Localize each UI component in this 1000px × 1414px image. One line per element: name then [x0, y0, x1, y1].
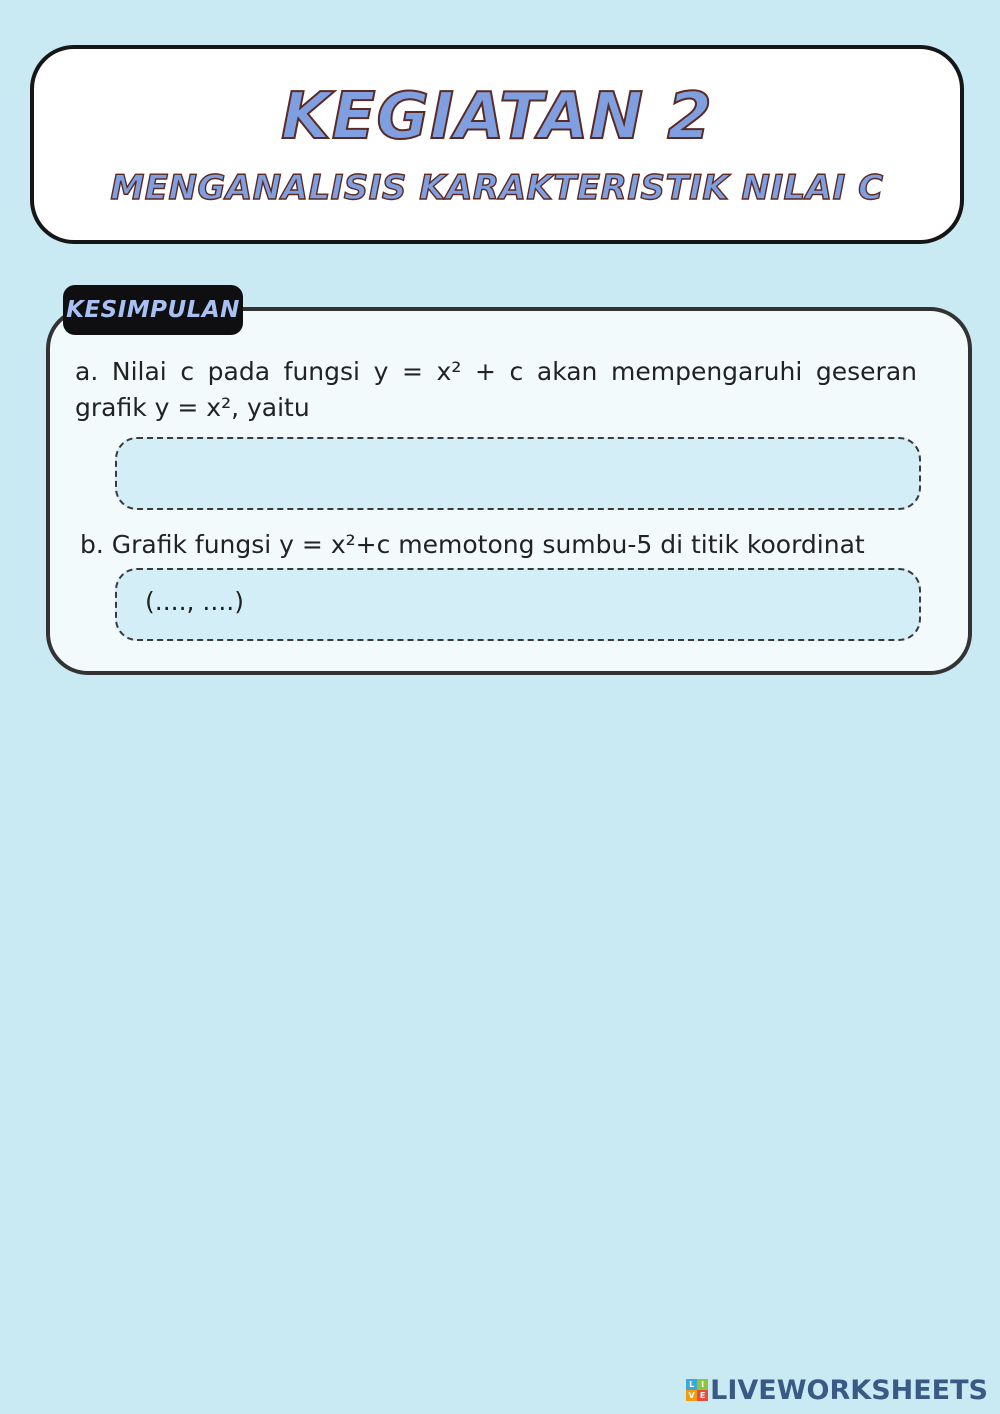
- brand-text: LIVEWORKSHEETS: [710, 1374, 988, 1406]
- answer-a-input[interactable]: [115, 437, 921, 510]
- page-subtitle: MENGANALISIS KARAKTERISTIK NILAI C: [110, 168, 884, 208]
- logo-letter-l: L: [686, 1379, 697, 1390]
- answer-b-placeholder: (...., ....): [145, 587, 244, 616]
- logo-letter-e: E: [697, 1390, 708, 1401]
- question-b: b. Grafik fungsi y = x²+c memotong sumbu-5 di titik koordinat: [80, 530, 865, 559]
- answer-b-input[interactable]: [115, 568, 921, 641]
- question-a: a. Nilai c pada fungsi y = x² + c akan mempengaruhi geseran grafik y = x², yaitu: [75, 357, 917, 422]
- liveworksheets-logo-icon: [686, 1379, 708, 1401]
- conclusion-tag: KESIMPULAN: [63, 285, 243, 335]
- logo-letter-i: I: [697, 1379, 708, 1390]
- logo-letter-v: V: [686, 1390, 697, 1401]
- liveworksheets-brand: [686, 1373, 988, 1407]
- page-title: KEGIATAN 2: [281, 80, 713, 154]
- header-card: [30, 45, 964, 244]
